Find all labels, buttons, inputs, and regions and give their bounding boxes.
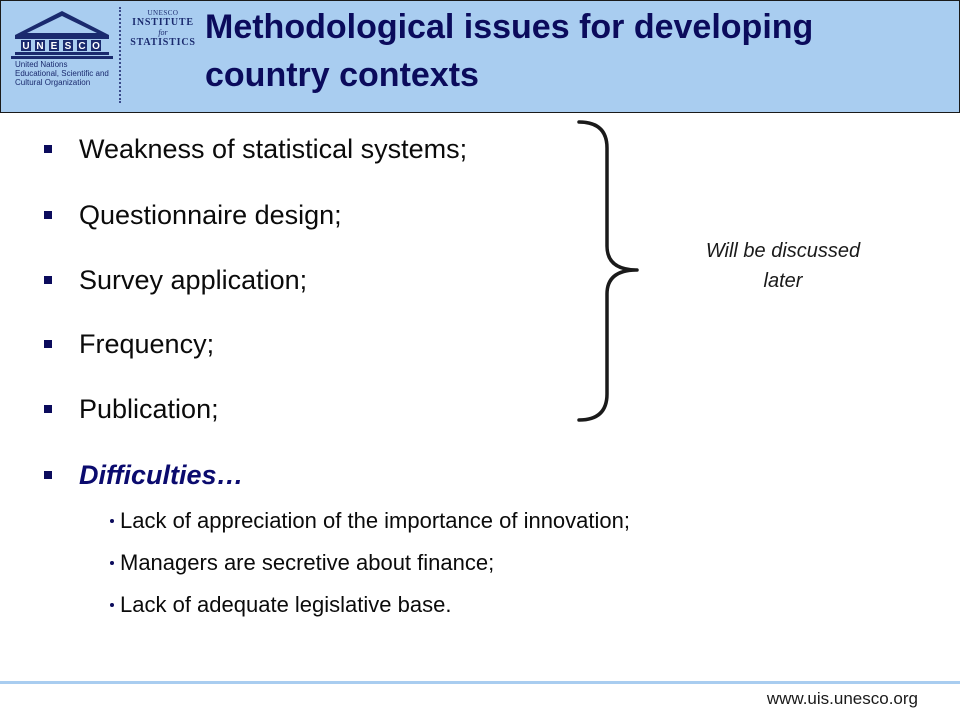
title-line-1: Methodological issues for developing <box>205 8 814 46</box>
bullet-item <box>44 132 467 166</box>
square-bullet-icon <box>44 145 52 153</box>
svg-text:U: U <box>22 41 30 52</box>
bullet-item <box>44 198 342 232</box>
bullet-item-emphasis <box>44 458 244 492</box>
unesco-organization-name: United Nations Educational, Scientific and Cultural Organization <box>15 60 109 87</box>
sub-bullet-item <box>110 549 494 577</box>
bullet-text: Publication; <box>79 394 219 424</box>
uis-logo: UNESCO INSTITUTE for STATISTICS <box>130 9 196 48</box>
right-curly-brace <box>575 118 645 424</box>
sub-bullet-item <box>110 507 630 535</box>
dot-bullet-icon <box>110 519 114 523</box>
footer-divider <box>0 681 960 684</box>
square-bullet-icon <box>44 340 52 348</box>
brace-note <box>660 236 906 296</box>
sub-bullet-item <box>110 591 451 619</box>
title-line-2: country contexts <box>205 56 479 94</box>
brace-note-line-2: later <box>763 270 803 292</box>
footer-url: www.uis.unesco.org <box>766 689 918 708</box>
slide-header <box>0 0 960 113</box>
svg-text:E: E <box>50 41 58 52</box>
bullet-text: Weakness of statistical systems; <box>79 134 468 164</box>
sub-bullet-text: Lack of adequate legislative base. <box>120 592 452 617</box>
svg-text:O: O <box>92 41 100 52</box>
bullet-item <box>44 327 214 361</box>
square-bullet-icon <box>44 276 52 284</box>
dot-bullet-icon <box>110 603 114 607</box>
sub-bullet-text: Lack of appreciation of the importance of innovation; <box>120 508 630 533</box>
bullet-text: Difficulties… <box>79 460 244 490</box>
square-bullet-icon <box>44 471 52 479</box>
square-bullet-icon <box>44 405 52 413</box>
slide-title <box>205 3 945 99</box>
bullet-item <box>44 263 307 297</box>
svg-text:C: C <box>78 41 86 52</box>
bullet-text: Survey application; <box>79 265 308 295</box>
square-bullet-icon <box>44 211 52 219</box>
bullet-text: Frequency; <box>79 329 215 359</box>
bullet-item <box>44 392 219 426</box>
sub-bullet-text: Managers are secretive about finance; <box>120 550 495 575</box>
logo-divider <box>119 7 121 103</box>
svg-text:S: S <box>64 41 72 52</box>
brace-note-line-1: Will be discussed <box>705 240 861 262</box>
svg-text:N: N <box>36 41 44 52</box>
dot-bullet-icon <box>110 561 114 565</box>
bullet-text: Questionnaire design; <box>79 200 342 230</box>
